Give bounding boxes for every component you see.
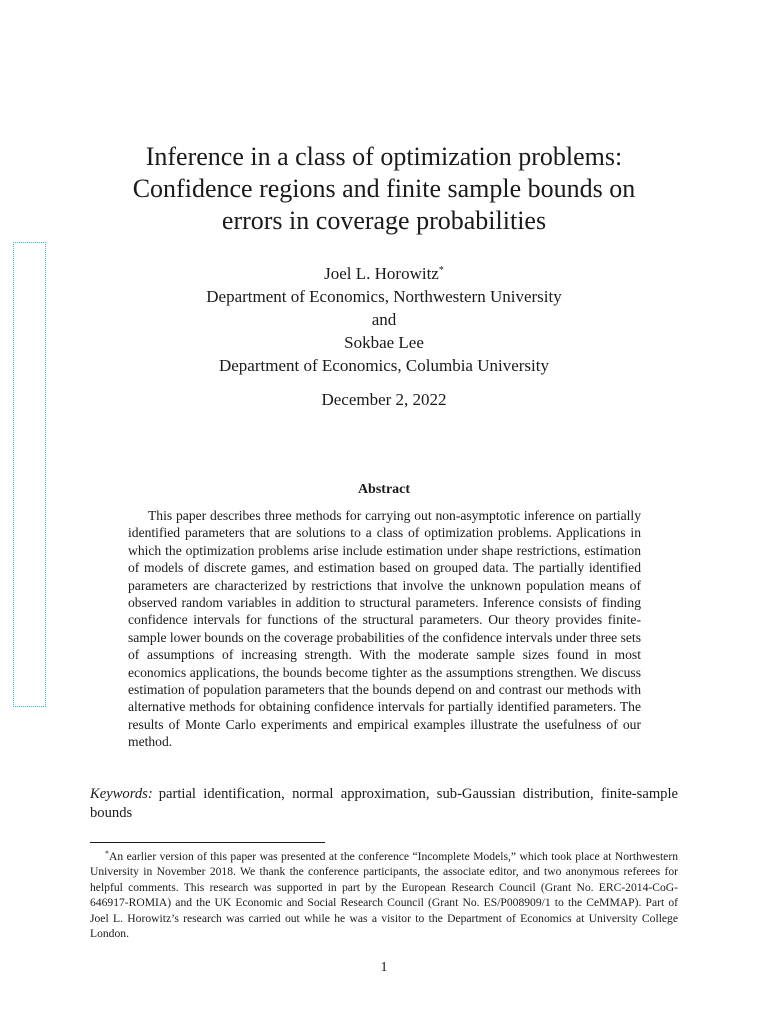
footnote bbox=[90, 846, 678, 941]
footnote-divider bbox=[90, 842, 325, 843]
paper-date: December 2, 2022 bbox=[321, 390, 447, 409]
arxiv-sidebar-stamp bbox=[13, 242, 46, 707]
author-1 bbox=[90, 259, 678, 285]
paper-title bbox=[70, 141, 698, 237]
abstract-heading: Abstract bbox=[357, 482, 411, 497]
author-2-affiliation: Department of Economics, Columbia University bbox=[218, 356, 549, 375]
page-number: 1 bbox=[380, 960, 388, 975]
author-block bbox=[90, 259, 678, 377]
keywords-label: Keywords: bbox=[90, 786, 153, 802]
footnote-mark: * bbox=[105, 849, 109, 858]
abstract-body: This paper describes three methods for carrying out non-asymptotic inference on partially identified parameters that are solutions to a class of optimization problems. Applications in which the optimization problems arise include estimation under shape restrictions, estimation of models of discrete games, and estimation based on grouped data. The partially identified parameters are characterized by restrictions that involve the unknown population means of observed random variables in addition to structural parameters. Inference consists of finding confidence intervals for functions of the structural parameters. Our theory provides finite-sample lower bounds on the coverage probabilities of the confidence intervals under three sets of assumptions of increasing strength. With the moderate sample sizes found in most economics applications, the bounds become tighter as the assumptions strengthen. We discuss estimation of population parameters that the bounds depend on and contrast our methods with alternative methods for obtaining confidence intervals for partially identified parameters. The results of Monte Carlo experiments and empirical examples illustrate the usefulness of our method. bbox=[128, 508, 641, 750]
title-line-1: Inference in a class of optimization problems: bbox=[145, 142, 623, 171]
author-2-name: Sokbae Lee bbox=[344, 333, 424, 352]
keywords-text: partial identification, normal approximation, sub-Gaussian distribution, finite-sample bounds bbox=[90, 786, 678, 821]
author-1-affiliation: Department of Economics, Northwestern University bbox=[206, 287, 562, 306]
title-line-2: Confidence regions and finite sample bounds on bbox=[132, 174, 636, 203]
title-line-3: errors in coverage probabilities bbox=[221, 206, 547, 235]
author-conjunction: and bbox=[371, 310, 397, 329]
keywords bbox=[90, 785, 678, 823]
footnote-text: An earlier version of this paper was presented at the conference “Incomplete Models,” which took place at Northwestern University in November 2018. We thank the conference participants, the associate editor, and two anonymous referees for helpful comments. This research was supported in part by the European Research Council (Grant No. ERC-2014-CoG-646917-ROMIA) and the UK Economic and Social Research Council (Grant No. ES/P008909/1 to the CeMMAP). Part of Joel L. Horowitz’s research was carried out while he was a visitor to the Department of Economics at University College London. bbox=[90, 850, 678, 941]
author-1-name: Joel L. Horowitz bbox=[324, 264, 439, 283]
author-1-footnote-mark[interactable]: * bbox=[438, 265, 444, 276]
